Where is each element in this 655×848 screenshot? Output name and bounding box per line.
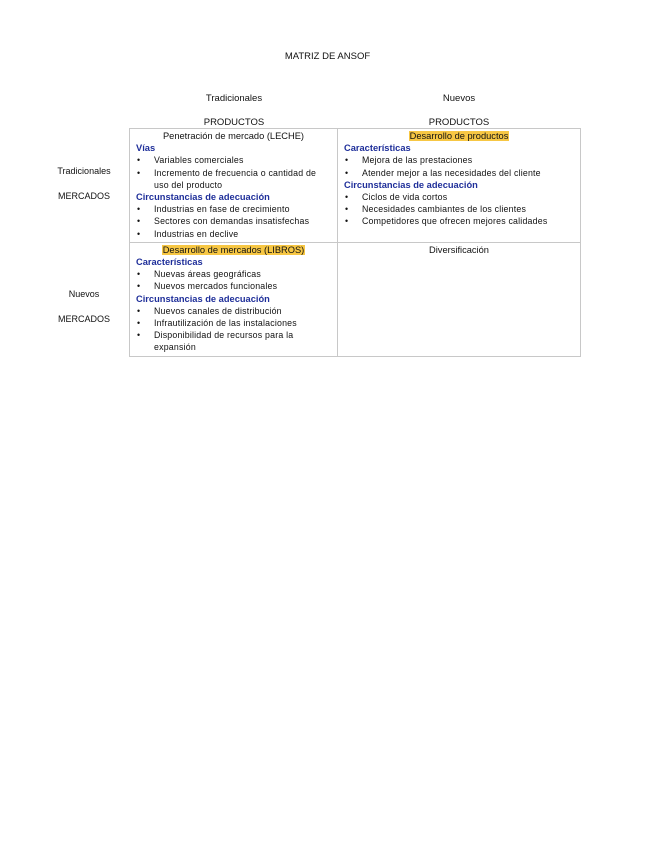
circumstances-list [136, 305, 331, 354]
list-item: • Industrias en fase de crecimiento [136, 203, 331, 215]
quadrant-diversification [338, 242, 581, 356]
ansoff-matrix-table [129, 128, 581, 357]
page-title: MATRIZ DE ANSOF [284, 51, 371, 62]
list-item: • Nuevos mercados funcionales [136, 280, 331, 292]
quadrant-market-development [130, 242, 338, 356]
quadrant-title: Penetración de mercado (LECHE) [162, 131, 305, 141]
quadrant-title: Diversificación [429, 244, 489, 255]
quadrant-market-penetration [130, 129, 338, 243]
characteristics-list [344, 154, 574, 178]
quadrant-product-development [338, 129, 581, 243]
row-axis-markets-bottom: MERCADOS [57, 314, 110, 324]
list-item: • Mejora de las prestaciones [344, 154, 574, 166]
characteristics-heading: Características [136, 257, 203, 268]
circumstances-heading: Circunstancias de adecuación [344, 179, 478, 190]
list-item: • Necesidades cambiantes de los clientes [344, 203, 574, 215]
circumstances-list [136, 203, 331, 240]
list-item: • Atender mejor a las necesidades del cliente [344, 167, 574, 179]
circumstances-list [344, 191, 574, 228]
column-axis-products-left: PRODUCTOS [203, 117, 265, 128]
list-item: • Variables comerciales [136, 154, 331, 166]
characteristics-heading: Características [344, 143, 411, 154]
list-item: • Infrautilización de las instalaciones [136, 317, 331, 329]
list-item: • Ciclos de vida cortos [344, 191, 574, 203]
row-label-traditional: Tradicionales [57, 166, 111, 176]
list-item: • Sectores con demandas insatisfechas [136, 215, 331, 227]
list-item: • Disponibilidad de recursos para la expansión [136, 329, 331, 353]
row-axis-markets-top: MERCADOS [57, 191, 110, 201]
list-item: • Competidores que ofrecen mejores calidades [344, 215, 574, 227]
vias-list [136, 154, 331, 191]
list-item: • Incremento de frecuencia o cantidad de uso del producto [136, 167, 331, 191]
circumstances-heading: Circunstancias de adecuación [136, 192, 270, 203]
list-item: • Nuevos canales de distribución [136, 305, 331, 317]
circumstances-heading: Circunstancias de adecuación [136, 293, 270, 304]
row-label-new: Nuevos [68, 289, 100, 299]
characteristics-list [136, 268, 331, 292]
vias-heading: Vías [136, 143, 156, 154]
quadrant-title: Desarrollo de mercados (LIBROS) [162, 244, 305, 255]
list-item: • Nuevas áreas geográficas [136, 268, 331, 280]
column-label-traditional: Tradicionales [205, 93, 263, 104]
quadrant-title: Desarrollo de productos [409, 131, 509, 141]
column-label-new: Nuevos [442, 93, 476, 104]
column-axis-products-right: PRODUCTOS [428, 117, 490, 128]
list-item: • Industrias en declive [136, 228, 331, 240]
